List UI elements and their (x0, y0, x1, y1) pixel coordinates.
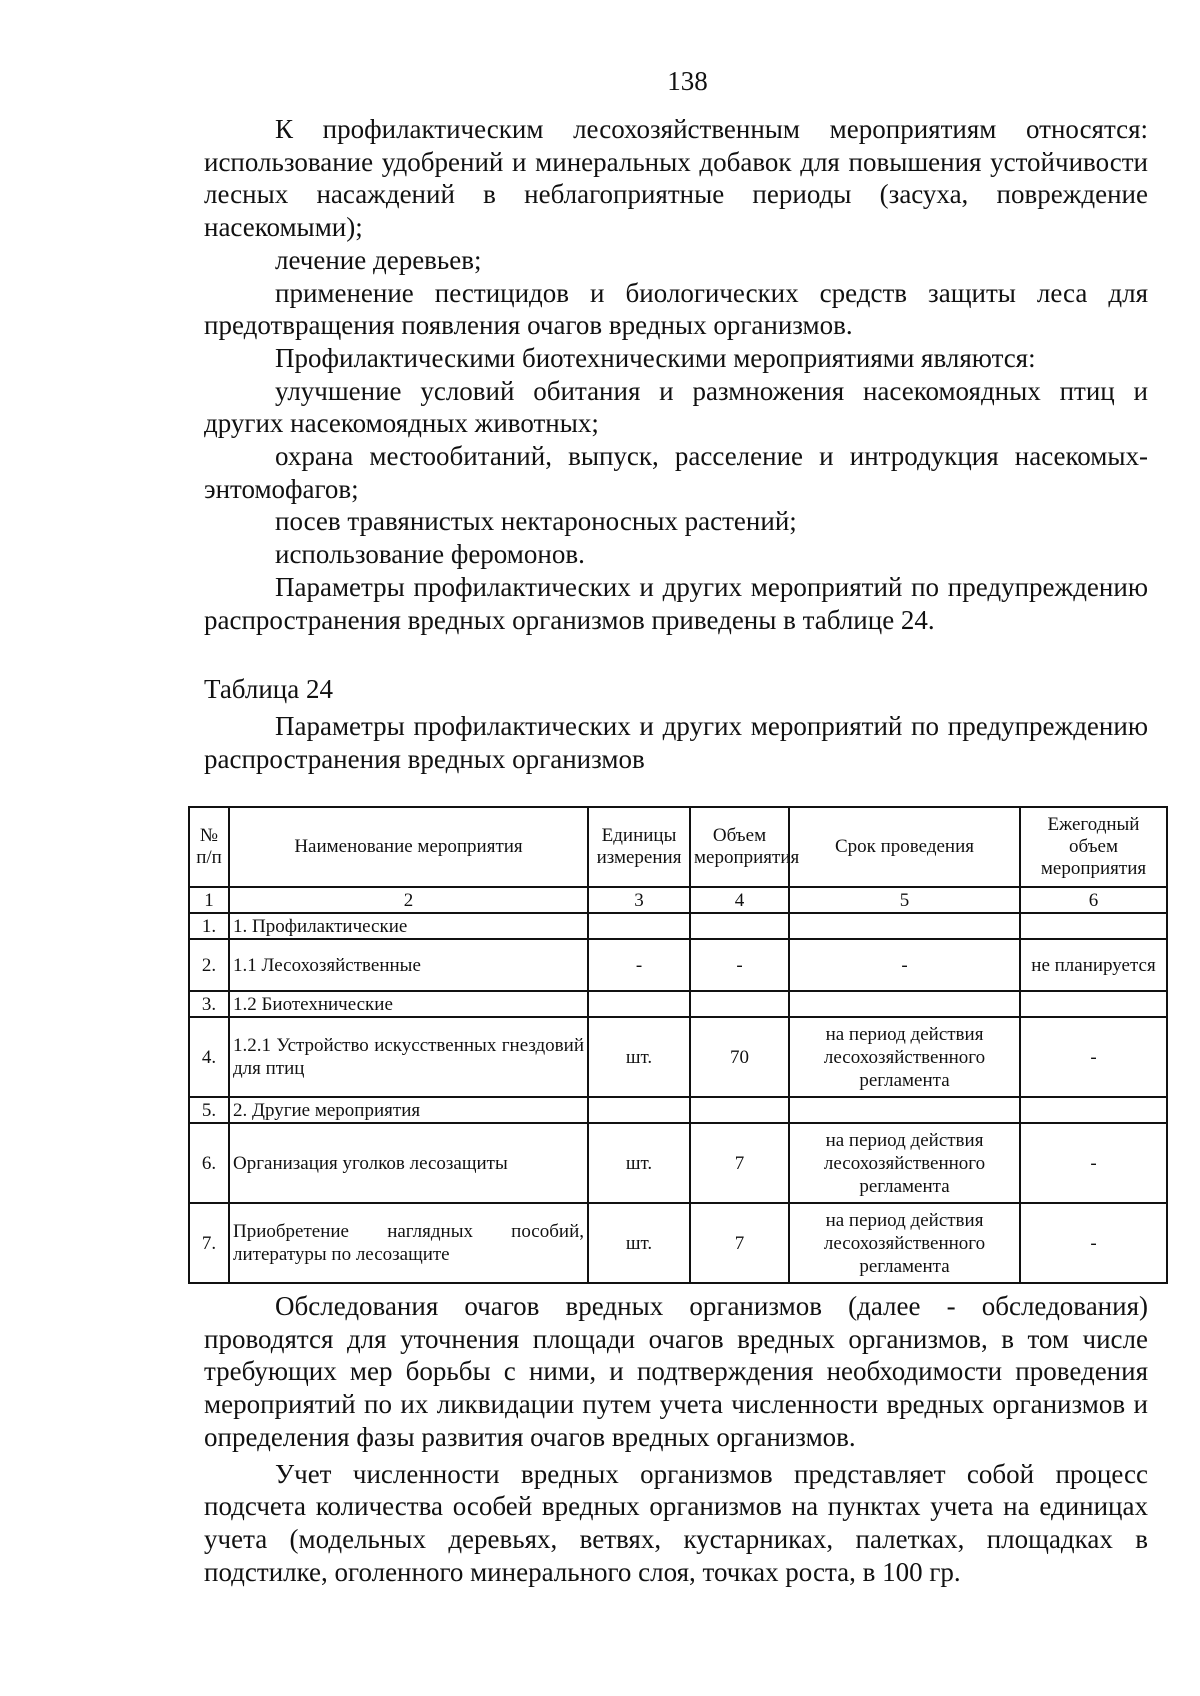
row-term: на период действия лесохозяйственного регламента (789, 1203, 1020, 1283)
row-unit (588, 991, 690, 1017)
row-annual: - (1020, 1203, 1167, 1283)
row-number: 3. (189, 991, 229, 1017)
intro-section (204, 113, 1148, 787)
row-term: - (789, 939, 1020, 991)
table-column-numbers-row (189, 887, 1167, 913)
row-annual: - (1020, 1017, 1167, 1097)
row-number: 1. (189, 913, 229, 939)
row-number: 5. (189, 1097, 229, 1123)
row-number: 7. (189, 1203, 229, 1283)
table-row (189, 991, 1167, 1017)
paragraph: лечение деревьев; (275, 244, 482, 275)
row-volume: 70 (690, 1017, 789, 1097)
row-volume: 7 (690, 1123, 789, 1203)
page-number: 138 (667, 66, 708, 96)
row-unit: шт. (588, 1203, 690, 1283)
row-name: 1. Профилактические (229, 913, 588, 939)
row-name: 2. Другие мероприятия (229, 1097, 588, 1123)
table-row (189, 1097, 1167, 1123)
row-unit: шт. (588, 1123, 690, 1203)
row-unit (588, 913, 690, 939)
row-volume (690, 913, 789, 939)
row-unit: - (588, 939, 690, 991)
paragraph: охрана местообитаний, выпуск, расселение и интродукция насекомых-энтомофагов; (204, 441, 1148, 504)
column-number: 6 (1020, 887, 1167, 913)
row-annual (1020, 991, 1167, 1017)
paragraph: К профилактическим лесохозяйственным мероприятиям относятся: использование удобрений и минеральных добавок для повышения устойчивости лесных насаждений в неблагоприятные периоды (засуха, повреждение насекомыми); (204, 114, 1148, 243)
header-annual: Ежегодный объем мероприятия (1020, 807, 1167, 887)
paragraph: Профилактическими биотехническими мероприятиями являются: (275, 342, 1036, 373)
table-header-row (189, 807, 1167, 887)
table-row (189, 1123, 1167, 1203)
row-name: 1.2.1 Устройство искусственных гнездовий для птиц (229, 1017, 588, 1097)
row-name: Приобретение наглядных пособий, литературы по лесозащите (229, 1203, 588, 1283)
table-row (189, 913, 1167, 939)
row-volume: 7 (690, 1203, 789, 1283)
row-term: на период действия лесохозяйственного регламента (789, 1123, 1020, 1203)
row-volume (690, 991, 789, 1017)
row-volume (690, 1097, 789, 1123)
paragraph: улучшение условий обитания и размножения насекомоядных птиц и других насекомоядных животных; (204, 375, 1148, 439)
row-unit: шт. (588, 1017, 690, 1097)
row-term (789, 913, 1020, 939)
header-unit: Единицы измерения (588, 807, 690, 887)
row-annual: не планируется (1020, 939, 1167, 991)
table-title: Параметры профилактических и других мероприятий по предупреждению распространения вредных организмов (204, 710, 1148, 774)
column-number: 1 (189, 887, 229, 913)
row-number: 4. (189, 1017, 229, 1097)
column-number: 2 (229, 887, 588, 913)
row-name: 1.2 Биотехнические (229, 991, 588, 1017)
paragraph: использование феромонов. (275, 539, 585, 570)
header-name: Наименование мероприятия (229, 807, 588, 887)
row-number: 2. (189, 939, 229, 991)
measures-table (188, 806, 1168, 1284)
table-row (189, 939, 1167, 991)
paragraph: применение пестицидов и биологических средств защиты леса для предотвращения появления очагов вредных организмов. (204, 277, 1148, 341)
table-label: Таблица 24 (204, 674, 333, 705)
column-number: 5 (789, 887, 1020, 913)
header-volume: Объем мероприятия (690, 807, 789, 887)
row-number: 6. (189, 1123, 229, 1203)
row-unit (588, 1097, 690, 1123)
row-volume: - (690, 939, 789, 991)
row-term (789, 991, 1020, 1017)
table-row (189, 1203, 1167, 1283)
row-name: 1.1 Лесохозяйственные (229, 939, 588, 991)
column-number: 4 (690, 887, 789, 913)
header-term: Срок проведения (789, 807, 1020, 887)
header-number: № п/п (189, 807, 229, 887)
after-table-section (204, 1290, 1148, 1588)
row-term (789, 1097, 1020, 1123)
table-row (189, 1017, 1167, 1097)
row-term: на период действия лесохозяйственного регламента (789, 1017, 1020, 1097)
paragraph: Учет численности вредных организмов представляет собой процесс подсчета количества особей вредных организмов на пунктах учета на единицах учета (модельных деревьях, ветвях, кустарниках, палетках, площадках в подстилке, оголенного минерального слоя, точках роста, в 100 гр. (204, 1458, 1148, 1587)
row-annual: - (1020, 1123, 1167, 1203)
paragraph: посев травянистых нектароносных растений; (275, 506, 797, 537)
row-name: Организация уголков лесозащиты (229, 1123, 588, 1203)
row-annual (1020, 913, 1167, 939)
row-annual (1020, 1097, 1167, 1123)
paragraph: Параметры профилактических и других мероприятий по предупреждению распространения вредных организмов приведены в таблице 24. (204, 571, 1148, 635)
column-number: 3 (588, 887, 690, 913)
paragraph: Обследования очагов вредных организмов (далее - обследования) проводятся для уточнения площади очагов вредных организмов, в том числе требующих мер борьбы с ними, и подтверждения необходимости проведения мероприятий по их ликвидации путем учета численности вредных организмов и определения фазы развития очагов вредных организмов. (204, 1291, 1148, 1452)
